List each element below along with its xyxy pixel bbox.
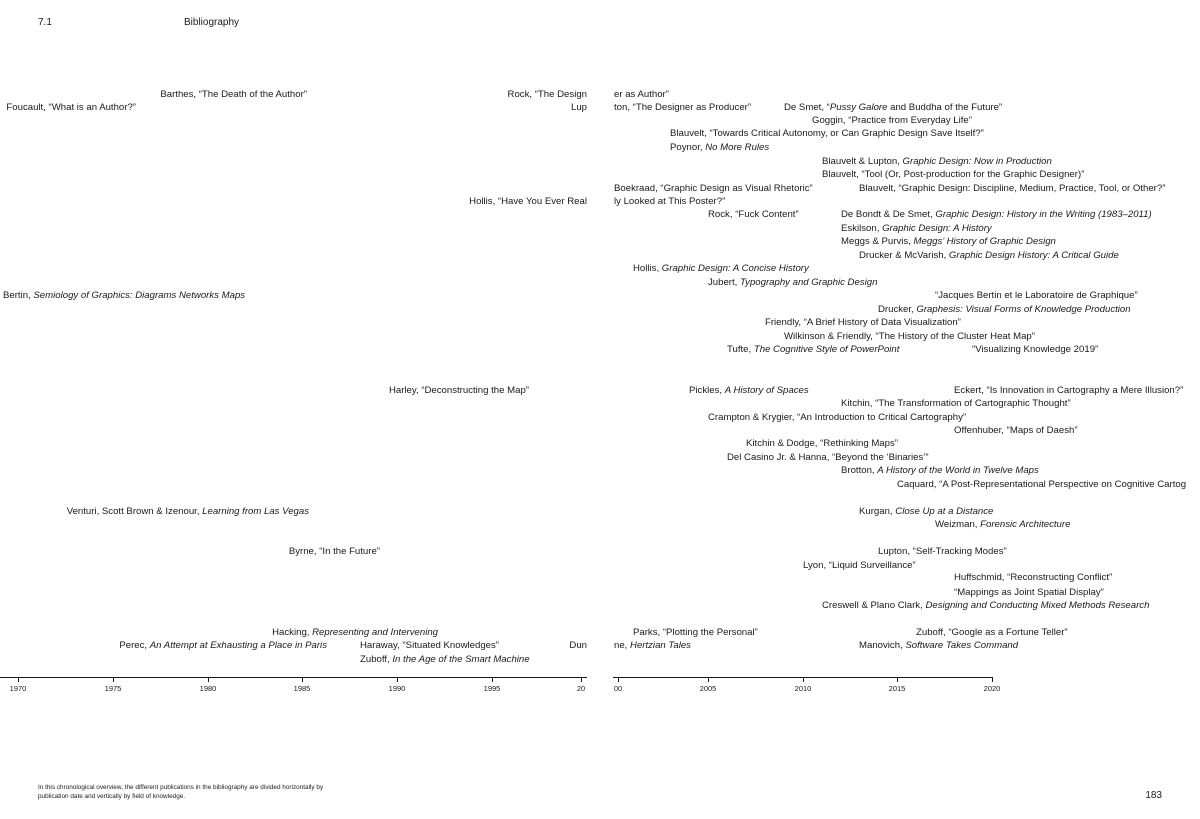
bib-entry-text: Meggs & Purvis, [841,236,914,247]
bib-entry-text: ton, “The Designer as Producer” [614,102,752,113]
bib-entry-text: Blauvelt, “Tool (Or, Post-production for the Graphic Designer)” [822,169,1085,180]
bib-entry-boekraad [614,183,813,195]
bib-entry-title: Graphesis: Visual Forms of Knowledge Production [916,304,1131,315]
bib-entry-text: Eskilson, [841,223,883,234]
bib-entry-text: Zuboff, “Google as a Fortune Teller” [916,627,1068,638]
bib-entry-rock-left [508,89,587,101]
bib-entry-text: Lupton, “Self-Tracking Modes” [878,546,1007,557]
axis-tick [302,677,303,682]
bib-entry-foucault [6,102,136,114]
axis-tick-label: 1975 [104,684,122,693]
bib-entry-wilkinson [784,331,1035,343]
bib-entry-hollis-right [614,196,725,208]
bib-entry-dunne-left [569,640,587,652]
bib-entry-text: Tufte, [727,344,754,355]
bib-entry-title: An Attempt at Exhausting a Place in Paris [149,640,327,651]
bib-entry-title: The Cognitive Style of PowerPoint [753,344,900,355]
axis-tick [992,677,993,682]
bib-entry-rock-fuck [708,209,799,221]
bib-entry-title: A History of Spaces [724,385,809,396]
bib-entry-manovich [859,640,1018,652]
bib-entry-text: Friendly, “A Brief History of Data Visualization” [765,317,961,328]
axis-tick-label: 1995 [483,684,501,693]
bib-entry-text: De Smet, “ [784,102,830,113]
axis-tick-label: 00 [613,684,623,693]
bib-entry-caquard [897,479,1186,491]
bib-entry-title: A History of the World in Twelve Maps [877,465,1039,476]
bib-entry-text: Hacking, [272,627,313,638]
bib-entry-goggin [812,115,972,127]
bib-entry-bertin [3,290,245,302]
bib-entry-text: Zuboff, [360,654,393,665]
bib-entry-title: Graphic Design: A Concise History [661,263,809,274]
bib-entry-haraway [360,640,499,652]
page-number: 183 [1145,790,1162,801]
axis-tick [397,677,398,682]
bib-entry-text: Goggin, “Practice from Everyday Life” [812,115,972,126]
bib-entry-zuboff-smart [360,654,530,666]
bib-entry-poynor [670,142,769,154]
bib-entry-text: “Mappings as Joint Spatial Display” [954,587,1104,598]
bib-entry-title: Forensic Architecture [980,519,1071,530]
axis-tick [492,677,493,682]
bib-entry-text: Caquard, “A Post-Representational Perspective on Cognitive Cartog [897,479,1187,490]
bib-entry-weizman [935,519,1070,531]
bib-entry-text: Hollis, “Have You Ever Real [469,196,587,207]
bib-entry-huffschmid [954,572,1112,584]
bib-entry-blauvelt-1 [670,128,984,140]
axis-tick-label: 1990 [388,684,406,693]
bib-entry-text: Offenhuber, “Maps of Daesh” [954,425,1078,436]
bib-entry-text: Foucault, “What is an Author?” [6,102,136,113]
bib-entry-text: Haraway, “Situated Knowledges” [360,640,500,651]
bib-entry-text: Del Casino Jr. & Hanna, “Beyond the ‘Binaries’” [727,452,929,463]
axis-tick-label: 2010 [794,684,812,693]
axis-tick [803,677,804,682]
bib-entry-perec [119,640,327,652]
bib-entry-text: Kurgan, [859,506,896,517]
bib-entry-text: Huffschmid, “Reconstructing Conflict” [954,572,1113,583]
bib-entry-friendly [765,317,961,329]
bib-entry-tufte [727,344,899,356]
bib-entry-text: Creswell & Plano Clark, [822,600,926,611]
bib-entry-text: Crampton & Krygier, “An Introduction to Critical Cartography” [708,412,967,423]
timeline-axis-left [0,677,587,678]
bib-entry-text: Blauvelt, “Towards Critical Autonomy, or Can Graphic Design Save Itself?” [670,128,984,139]
bib-entry-text: Weizman, [935,519,981,530]
bib-entry-text: Rock, “The Design [507,89,587,100]
bib-entry-parks [633,627,758,639]
bib-entry-kitchin [841,398,1071,410]
bib-entry-text: “Jacques Bertin et le Laboratoire de Graphique” [935,290,1138,301]
bib-entry-debondt [841,209,1152,221]
axis-tick-label: 2005 [699,684,717,693]
bib-entry-mappings [954,587,1104,599]
bib-entry-text: Venturi, Scott Brown & Izenour, [66,506,203,517]
bib-entry-text: Blauvelt & Lupton, [822,156,903,167]
bib-entry-eskilson [841,223,992,235]
bib-entry-jubert [708,277,877,289]
bib-entry-text: Manovich, [859,640,906,651]
bib-entry-text: Drucker, [878,304,917,315]
bib-entry-brotton [841,465,1039,477]
bib-entry-rock-right [614,89,669,101]
bib-entry-text: Eckert, “Is Innovation in Cartography a Mere Illusion?” [954,385,1184,396]
bib-entry-title: Pussy Galore [829,102,888,113]
bib-entry-text-tail: and Buddha of the Future” [887,102,1003,113]
bib-entry-lupton-left [571,102,587,114]
bib-entry-pickles [689,385,809,397]
bib-entry-title: Designing and Conducting Mixed Methods Research [925,600,1150,611]
axis-tick-label: 1970 [9,684,27,693]
bib-entry-lyon [803,560,916,572]
bib-entry-title: Hertzian Tales [630,640,691,651]
bib-entry-text: Kitchin & Dodge, “Rethinking Maps” [746,438,898,449]
bib-entry-title: Typography and Graphic Design [740,277,878,288]
bib-entry-title: Software Takes Command [905,640,1019,651]
bib-entry-title: Semiology of Graphics: Diagrams Networks Maps [33,290,246,301]
axis-tick-label: 2015 [888,684,906,693]
axis-tick [708,677,709,682]
bib-entry-harley [389,385,529,397]
bib-entry-text: Brotton, [841,465,878,476]
bib-entry-venturi [67,506,309,518]
bib-entry-text: Wilkinson & Friendly, “The History of the Cluster Heat Map” [784,331,1035,342]
axis-tick [897,677,898,682]
bib-entry-title: Close Up at a Distance [895,506,994,517]
bib-entry-creswell [822,600,1149,612]
bib-entry-hollis-left [469,196,587,208]
bib-entry-text: Lyon, “Liquid Surveillance” [803,560,916,571]
bib-entry-text: ly Looked at This Poster?” [614,196,726,207]
axis-tick-label: 2020 [983,684,1001,693]
bib-entry-text: Bertin, [3,290,34,301]
bib-entry-text: Drucker & McVarish, [859,250,949,261]
bib-entry-text: Hollis, [633,263,662,274]
bib-entry-blauvelt-lupton [822,156,1052,168]
bib-entry-dunne-right [614,640,691,652]
axis-tick [208,677,209,682]
bib-entry-title: Learning from Las Vegas [202,506,309,517]
bib-entry-text: Barthes, “The Death of the Author” [160,89,307,100]
axis-tick [581,677,582,682]
bib-entry-text: Kitchin, “The Transformation of Cartographic Thought” [841,398,1071,409]
bib-entry-hacking [272,627,438,639]
axis-tick-label: 1980 [199,684,217,693]
bib-entry-text: Dun [569,640,587,651]
bib-entry-text: Byrne, “In the Future” [288,546,380,557]
bib-entry-title: Meggs’ History of Graphic Design [913,236,1056,247]
bib-entry-text: er as Author” [614,89,669,100]
bib-entry-title: No More Rules [705,142,770,153]
bib-entry-title: Graphic Design History: A Critical Guide [948,250,1119,261]
bib-entry-title: In the Age of the Smart Machine [392,654,530,665]
bib-entry-lupton-right [614,102,751,114]
bib-entry-title: Graphic Design: Now in Production [902,156,1052,167]
bib-entry-eckert [954,385,1183,397]
bib-entry-text: ne, [614,640,631,651]
page-title: Bibliography [184,17,240,28]
bib-entry-text: Harley, “Deconstructing the Map” [388,385,529,396]
bib-entry-text: De Bondt & De Smet, [841,209,936,220]
footnote: In this chronological overview, the different publications in the bibliography are divided horizontally by publication date and vertically by field of knowledge. [38,784,324,800]
bib-entry-zuboff-google [916,627,1068,639]
bib-entry-meggs [841,236,1056,248]
bib-entry-drucker-mcvarish [859,250,1119,262]
bib-entry-text: Poynor, [670,142,706,153]
axis-tick [618,677,619,682]
bib-entry-offenhuber [954,425,1078,437]
bib-entry-visualizing [972,344,1098,356]
bib-entry-drucker-graphesis [878,304,1131,316]
bib-entry-title: Graphic Design: A History [882,223,992,234]
bib-entry-blauvelt-discipline [859,183,1165,195]
bib-entry-text: Blauvelt, “Graphic Design: Discipline, Medium, Practice, Tool, or Other?” [859,183,1166,194]
bib-entry-blauvelt-tool [822,169,1084,181]
axis-tick [113,677,114,682]
section-number: 7.1 [38,17,52,28]
axis-tick-label: 20 [576,684,586,693]
bib-entry-barthes [160,89,307,101]
bib-entry-text: Perec, [119,640,150,651]
bib-entry-byrne [289,546,380,558]
bib-entry-text: Jubert, [708,277,740,288]
bib-entry-text: Parks, “Plotting the Personal” [633,627,758,638]
bib-entry-title: Graphic Design: History in the Writing (1983–2011) [935,209,1152,220]
axis-tick [18,677,19,682]
bib-entry-kitchin-dodge [746,438,898,450]
bib-entry-lupton-tracking [878,546,1007,558]
bib-entry-crampton [708,412,966,424]
axis-tick-label: 1985 [293,684,311,693]
bib-entry-hollis-concise [633,263,809,275]
bib-entry-text: Rock, “Fuck Content” [708,209,799,220]
bib-entry-jacques-bertin [935,290,1138,302]
bib-entry-desmet [784,102,1002,114]
bib-entry-text: Boekraad, “Graphic Design as Visual Rhetoric” [614,183,813,194]
bib-entry-delcasino [727,452,929,464]
bib-entry-text: Pickles, [689,385,725,396]
bib-entry-title: Representing and Intervening [312,627,438,638]
bib-entry-kurgan [859,506,993,518]
bib-entry-text: Lup [570,102,587,113]
bib-entry-text: “Visualizing Knowledge 2019” [972,344,1099,355]
